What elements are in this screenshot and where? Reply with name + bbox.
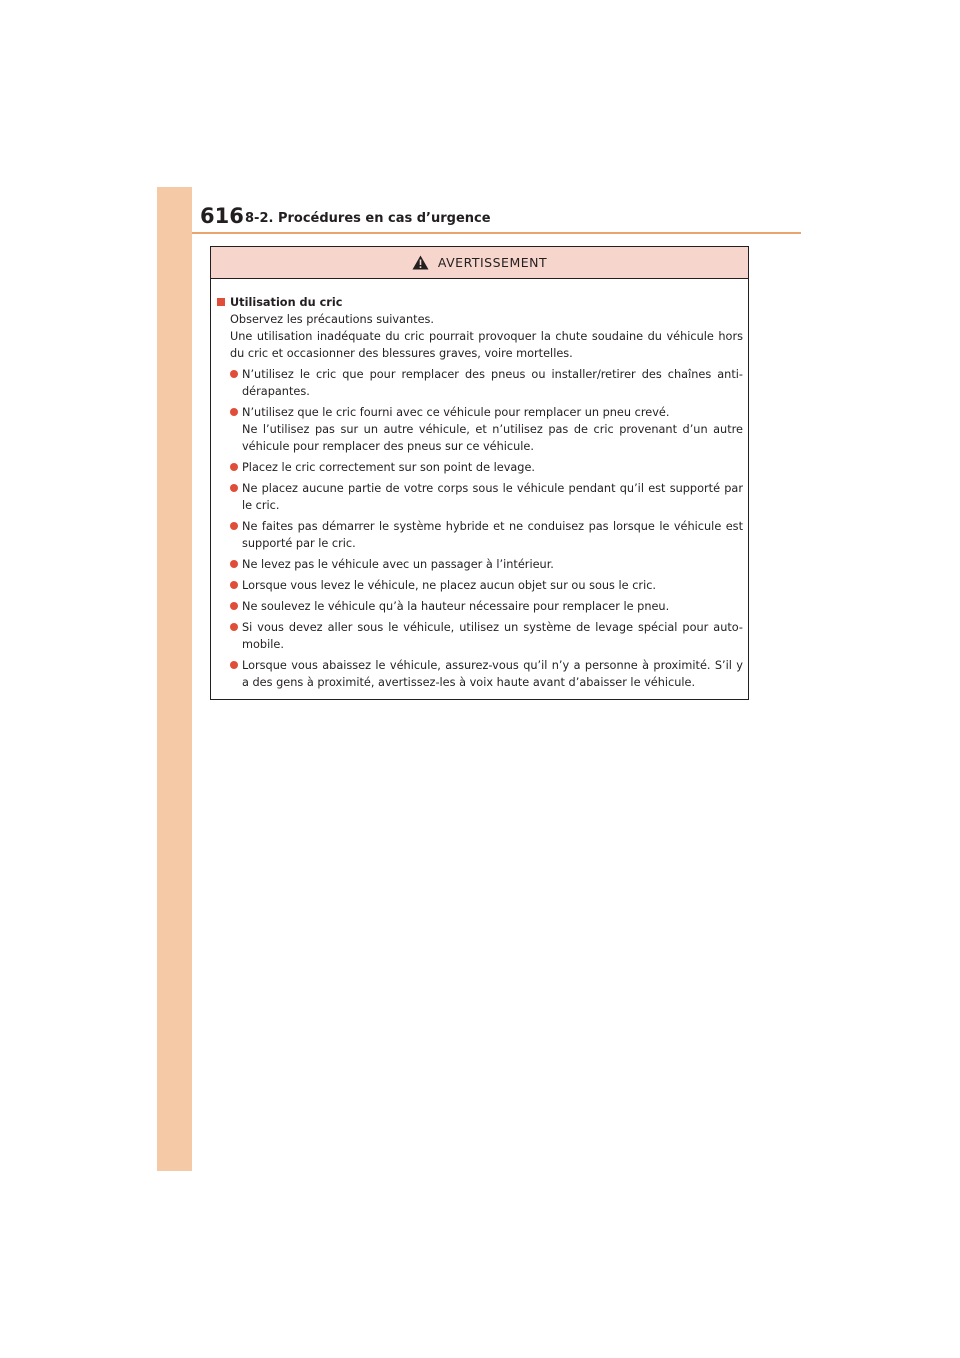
bullet-dot-icon	[230, 661, 238, 669]
intro-line: Une utilisation inadéquate du cric pourrait provoquer la chute soudaine du véhicule hors du cric et occasionner des blessures graves, voire mortelles.	[230, 330, 743, 360]
warning-box	[210, 246, 749, 700]
list-item-text: Lorsque vous abaissez le véhicule, assurez-vous qu’il n’y a personne à proximité. S’il y a des gens à proximité, avertissez-les à voix haute avant d’abaisser le véhicule.	[242, 659, 743, 689]
list-item-text: Ne faites pas démarrer le système hybride et ne conduisez pas lorsque le véhicule est supporté par le cric.	[242, 520, 743, 550]
list-item	[230, 619, 743, 653]
list-item-text: Ne placez aucune partie de votre corps sous le véhicule pendant qu’il est supporté par le cric.	[242, 482, 743, 512]
bullet-dot-icon	[230, 408, 238, 416]
list-item	[230, 404, 743, 455]
list-item	[230, 598, 743, 615]
bullet-dot-icon	[230, 560, 238, 568]
chapter-title: 8-2. Procédures en cas d’urgence	[245, 211, 491, 226]
warning-triangle-icon	[412, 255, 429, 270]
list-item-text: Si vous devez aller sous le véhicule, utilisez un système de levage spécial pour auto-mobile.	[242, 621, 743, 651]
warning-header	[211, 247, 748, 279]
list-item	[230, 480, 743, 514]
list-item-text: N’utilisez le cric que pour remplacer des pneus ou installer/retirer des chaînes anti-dérapantes.	[242, 368, 743, 398]
list-item	[230, 577, 743, 594]
page-number: 616	[200, 204, 244, 228]
bullet-dot-icon	[230, 522, 238, 530]
bullet-dot-icon	[230, 581, 238, 589]
intro-paragraph	[230, 311, 743, 362]
section-title-text: Utilisation du cric	[230, 296, 343, 309]
chapter-side-tab	[157, 187, 192, 1171]
section-heading	[217, 294, 743, 311]
list-item	[230, 657, 743, 691]
list-item-text: Ne soulevez le véhicule qu’à la hauteur nécessaire pour remplacer le pneu.	[242, 600, 670, 613]
intro-line: Observez les précautions suivantes.	[230, 313, 435, 326]
bullet-dot-icon	[230, 602, 238, 610]
list-item	[230, 459, 743, 476]
bullet-dot-icon	[230, 463, 238, 471]
bullet-dot-icon	[230, 623, 238, 631]
list-item	[230, 556, 743, 573]
list-item-text: Lorsque vous levez le véhicule, ne placez aucun objet sur ou sous le cric.	[242, 579, 657, 592]
list-item-text: Ne l’utilisez pas sur un autre véhicule, et n’utilisez pas de cric provenant d’un autre véhicule pour remplacer des pneus sur ce véhicule.	[242, 423, 743, 453]
list-item	[230, 366, 743, 400]
square-bullet-icon	[217, 298, 225, 306]
warning-body	[211, 279, 748, 691]
list-item-text: Ne levez pas le véhicule avec un passager à l’intérieur.	[242, 558, 554, 571]
list-item-text: N’utilisez que le cric fourni avec ce véhicule pour remplacer un pneu crevé.	[242, 406, 670, 419]
list-item	[230, 518, 743, 552]
warning-title: AVERTISSEMENT	[437, 255, 548, 270]
bullet-dot-icon	[230, 484, 238, 492]
bullet-dot-icon	[230, 370, 238, 378]
header-divider	[192, 232, 801, 234]
list-item-text: Placez le cric correctement sur son point de levage.	[242, 461, 536, 474]
